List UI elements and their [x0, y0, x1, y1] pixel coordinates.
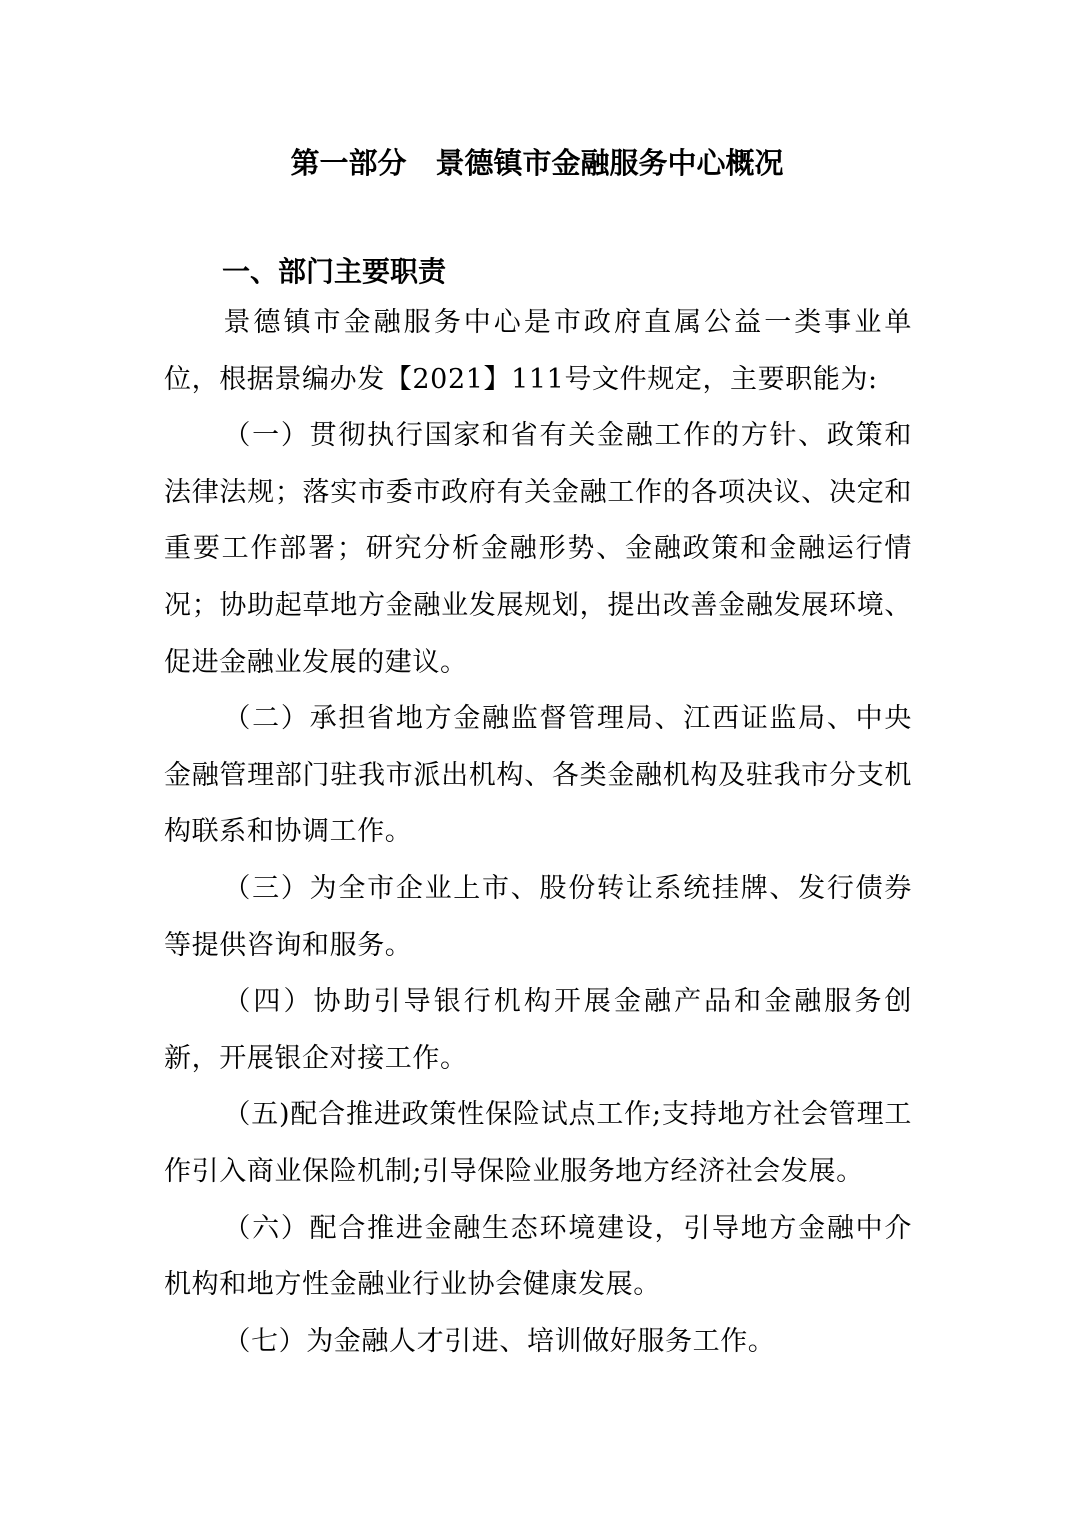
- section-heading: 一、部门主要职责: [222, 255, 447, 288]
- paragraph-item-6: （六）配合推进金融生态环境建设，引导地方金融中介机构和地方性金融业行业协会健康发展。: [164, 1212, 912, 1301]
- paragraph-item-3: （三）为全市企业上市、股份转让系统挂牌、发行债券等提供咨询和服务。: [164, 872, 912, 961]
- paragraph-intro: 景德镇市金融服务中心是市政府直属公益一类事业单位，根据景编办发【2021】111号文件规定，主要职能为:: [164, 307, 912, 395]
- paragraph-item-5: （五)配合推进政策性保险试点工作;支持地方社会管理工作引入商业保险机制;引导保险业服务地方经济社会发展。: [164, 1099, 912, 1187]
- paragraph-item-7: （七）为金融人才引进、培训做好服务工作。: [223, 1325, 776, 1357]
- page-title: 第一部分 景德镇市金融服务中心概况: [290, 146, 784, 180]
- document-body: [164, 295, 912, 1370]
- paragraph-item-4: （四）协助引导银行机构开展金融产品和金融服务创新，开展银企对接工作。: [164, 986, 912, 1074]
- paragraph-item-1: （一）贯彻执行国家和省有关金融工作的方针、政策和法律法规；落实市委市政府有关金融工作的各项决议、决定和重要工作部署；研究分析金融形势、金融政策和金融运行情况；协助起草地方金融业发展规划，提出改善金融发展环境、促进金融业发展的建议。: [164, 420, 912, 678]
- paragraph-item-2: （二）承担省地方金融监督管理局、江西证监局、中央金融管理部门驻我市派出机构、各类金融机构及驻我市分支机构联系和协调工作。: [164, 703, 912, 848]
